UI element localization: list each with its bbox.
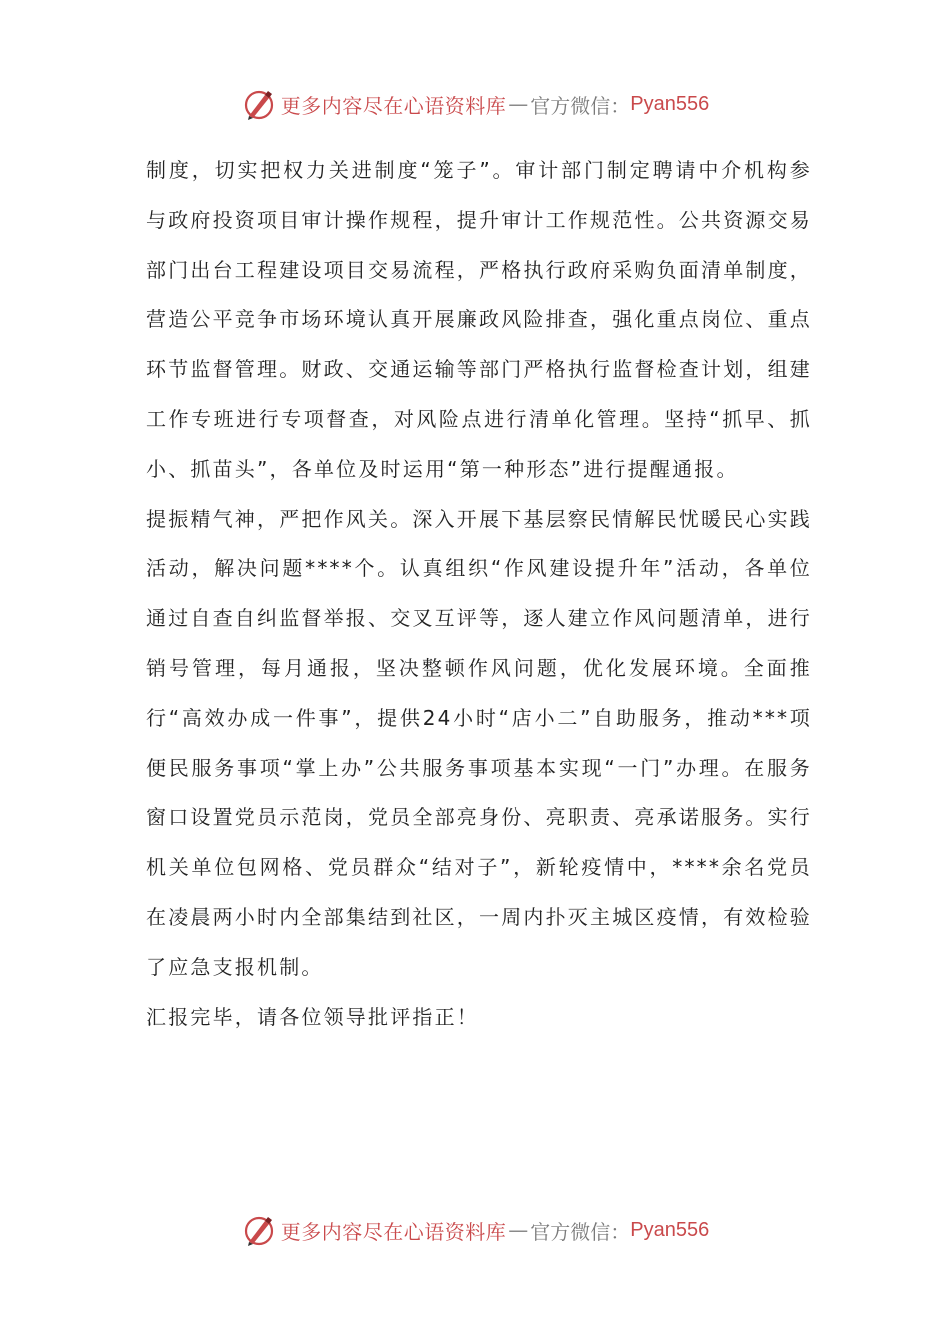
document-body: [146, 146, 812, 1042]
banner-slogan: 更多内容尽在心语资料库: [280, 1219, 507, 1244]
banner-dash: —: [508, 92, 529, 116]
paragraph-1: 制度，切实把权力关进制度“笼子”。审计部门制定聘请中介机构参与政府投资项目审计操作规程，提升审计工作规范性。公共资源交易部门出台工程建设项目交易流程，严格执行政府采购负面清单制度，营造公平竞争市场环境认真开展廉政风险排查，强化重点岗位、重点环节监督管理。财政、交通运输等部门严格执行监督检查计划，组建工作专班进行专项督查，对风险点进行清单化管理。坚持“抓早、抓小、抓苗头”，各单位及时运用“第一种形态”进行提醒通报。: [146, 158, 812, 481]
paragraph-closing: 汇报完毕，请各位领导批评指正！: [146, 1004, 479, 1029]
wechat-label: 官方微信：: [530, 1219, 631, 1244]
footer-banner: [0, 1208, 950, 1252]
wechat-id: Pyan556: [630, 1218, 710, 1241]
banner-dash: —: [508, 1218, 529, 1242]
banner-slogan: 更多内容尽在心语资料库: [280, 93, 507, 118]
header-banner: [0, 82, 950, 126]
wechat-id: Pyan556: [630, 92, 710, 115]
wechat-label: 官方微信：: [530, 93, 631, 118]
pen-logo-icon: [241, 1212, 277, 1248]
pen-logo-icon: [241, 86, 277, 122]
paragraph-2: 提振精气神，严把作风关。深入开展下基层察民情解民忧暖民心实践活动，解决问题****个。认真组织“作风建设提升年”活动，各单位通过自查自纠监督举报、交叉互评等，逐人建立作风问题清单，进行销号管理，每月通报，坚决整顿作风问题，优化发展环境。全面推行“高效办成一件事”，提供24小时“店小二”自助服务，推动***项便民服务事项“掌上办”公共服务事项基本实现“一门”办理。在服务窗口设置党员示范岗，党员全部亮身份、亮职责、亮承诺服务。实行机关单位包网格、党员群众“结对子”，新轮疫情中，****余名党员在凌晨两小时内全部集结到社区，一周内扑灭主城区疫情，有效检验了应急支报机制。: [146, 506, 812, 979]
